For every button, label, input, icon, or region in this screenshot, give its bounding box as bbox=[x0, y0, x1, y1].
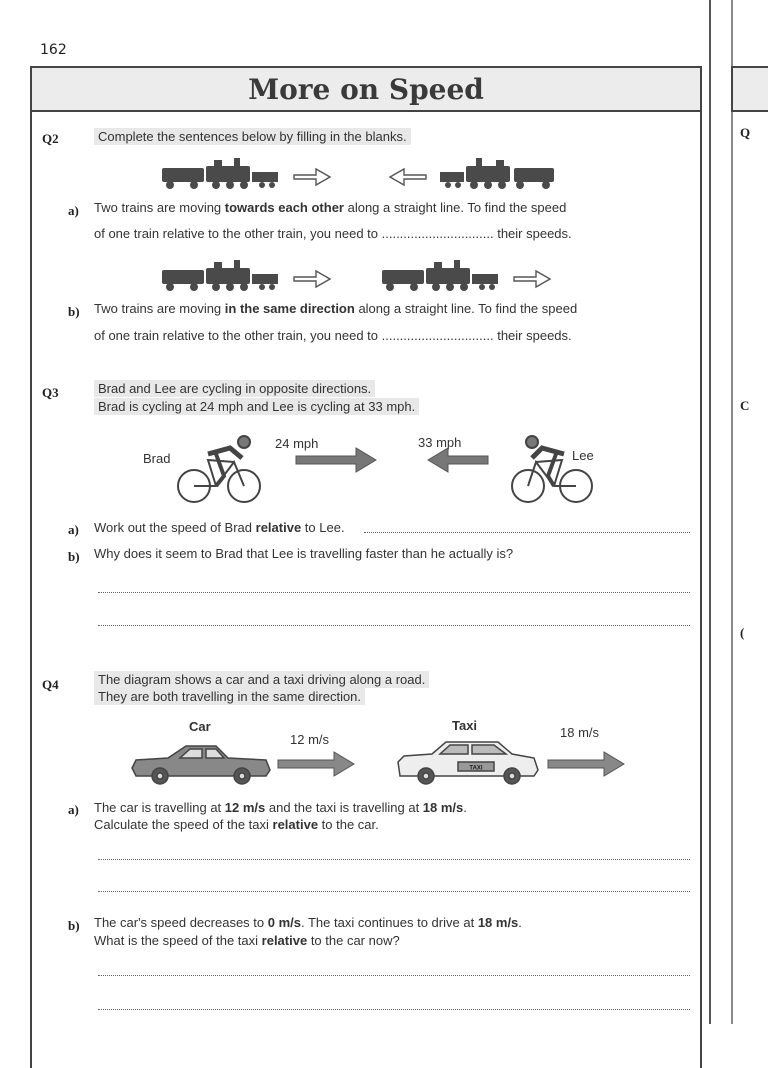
train-icon bbox=[382, 260, 498, 291]
q2-part-a-line1: Two trains are moving towards each other along a straight line. To find the speed bbox=[94, 200, 567, 215]
brad-label: Brad bbox=[143, 451, 171, 466]
arrow-right-icon bbox=[294, 169, 330, 185]
q3-part-a-text: Work out the speed of Brad relative to Lee. bbox=[94, 520, 345, 535]
adjacent-title-bar bbox=[731, 66, 768, 112]
q2-part-a-label: a) bbox=[68, 203, 79, 218]
adjacent-page-edge bbox=[709, 0, 768, 1024]
train-icon bbox=[162, 158, 278, 189]
arrow-left-icon bbox=[390, 169, 426, 185]
title-bar bbox=[32, 68, 700, 112]
q4-part-a-line2: Calculate the speed of the taxi relative to the car. bbox=[94, 817, 379, 832]
car-speed-label: 12 m/s bbox=[290, 732, 330, 747]
train-icon bbox=[440, 158, 554, 189]
worksheet-frame bbox=[30, 66, 702, 1068]
q4-part-a-label: a) bbox=[68, 802, 79, 817]
taxi-sign-text: TAXI bbox=[469, 765, 483, 772]
lee-speed-label: 33 mph bbox=[418, 435, 462, 450]
q3-part-a-answer-line[interactable] bbox=[364, 532, 690, 533]
taxi-label: Taxi bbox=[452, 718, 478, 733]
q4-part-b-label: b) bbox=[68, 918, 80, 933]
page-fold-line bbox=[731, 0, 733, 1024]
arrow-right-icon bbox=[514, 271, 550, 287]
q4-part-a-answer-line-2[interactable] bbox=[98, 891, 690, 892]
question-number-q4: Q4 bbox=[42, 677, 59, 692]
trains-same-direction-diagram bbox=[158, 260, 578, 294]
q4-part-b-line1: The car's speed decreases to 0 m/s. The taxi continues to drive at 18 m/s. bbox=[94, 915, 522, 930]
q4-part-b-answer-line-2[interactable] bbox=[98, 1009, 690, 1010]
car-and-taxi-diagram bbox=[128, 740, 628, 792]
car-icon bbox=[132, 746, 270, 784]
q4-part-b-answer-line-1[interactable] bbox=[98, 975, 690, 976]
adjacent-question-marker: Q bbox=[740, 125, 751, 140]
page-title: More on Speed bbox=[248, 73, 484, 106]
arrow-right-icon bbox=[278, 752, 354, 776]
q3-intro-line2: Brad is cycling at 24 mph and Lee is cycling at 33 mph. bbox=[94, 398, 419, 416]
question-number-q3: Q3 bbox=[42, 385, 59, 400]
q3-intro-line1: Brad and Lee are cycling in opposite directions. bbox=[94, 380, 375, 398]
q4-part-a-answer-line-1[interactable] bbox=[98, 859, 690, 860]
q3-part-a-label: a) bbox=[68, 522, 79, 537]
cyclist-brad-icon bbox=[178, 436, 260, 502]
adjacent-question-marker: C bbox=[740, 398, 750, 413]
question-number-q2: Q2 bbox=[42, 131, 59, 146]
q2-part-a-line2[interactable]: of one train relative to the other train, you need to ............................... their speeds. bbox=[94, 226, 572, 241]
brad-speed-label: 24 mph bbox=[275, 436, 319, 451]
train-icon bbox=[162, 260, 278, 291]
q3-part-b-label: b) bbox=[68, 549, 80, 564]
q4-intro-line1: The diagram shows a car and a taxi driving along a road. bbox=[94, 671, 429, 689]
arrow-right-icon bbox=[548, 752, 624, 776]
arrow-right-icon bbox=[294, 271, 330, 287]
q3-part-b-answer-line-1[interactable] bbox=[98, 592, 690, 593]
q3-part-b-text: Why does it seem to Brad that Lee is travelling faster than he actually is? bbox=[94, 546, 514, 561]
q3-part-b-answer-line-2[interactable] bbox=[98, 625, 690, 626]
cyclists-diagram bbox=[172, 424, 572, 508]
q4-part-a-line1: The car is travelling at 12 m/s and the taxi is travelling at 18 m/s. bbox=[94, 800, 467, 815]
q4-part-b-line2: What is the speed of the taxi relative to the car now? bbox=[94, 933, 400, 948]
trains-towards-each-other-diagram bbox=[158, 158, 558, 192]
arrow-left-icon bbox=[428, 448, 488, 472]
lee-label: Lee bbox=[572, 448, 594, 463]
q2-intro: Complete the sentences below by filling in the blanks. bbox=[94, 128, 411, 146]
taxi-icon bbox=[398, 742, 538, 784]
taxi-speed-label: 18 m/s bbox=[560, 725, 600, 740]
q2-part-b-label: b) bbox=[68, 304, 80, 319]
adjacent-question-marker: ( bbox=[740, 625, 745, 640]
car-label: Car bbox=[189, 719, 211, 734]
page-number: 162 bbox=[40, 42, 67, 58]
arrow-right-icon bbox=[296, 448, 376, 472]
q2-part-b-line2[interactable]: of one train relative to the other train, you need to ............................... their speeds. bbox=[94, 328, 572, 343]
cyclist-lee-icon bbox=[512, 436, 592, 502]
q4-intro-line2: They are both travelling in the same direction. bbox=[94, 688, 365, 706]
q2-part-b-line1: Two trains are moving in the same direction along a straight line. To find the speed bbox=[94, 301, 578, 316]
